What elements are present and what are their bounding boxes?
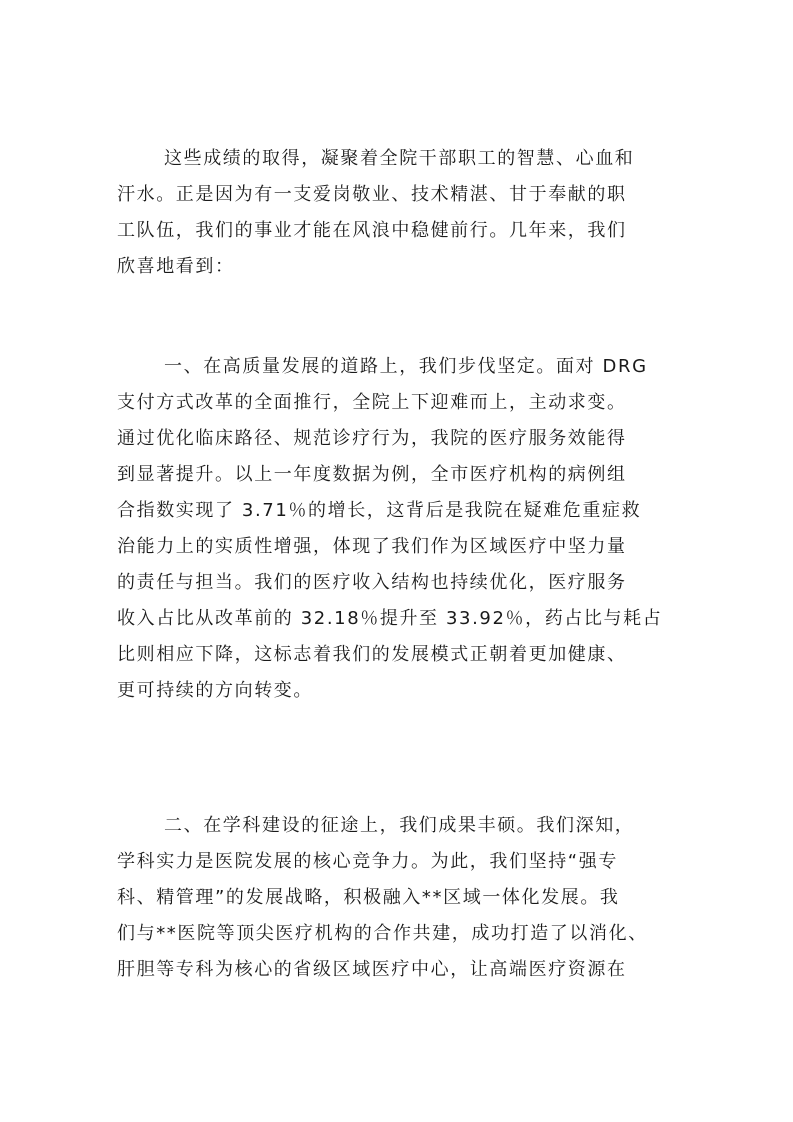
- text-line: 合指数实现了 3.71％的增长，这背后是我院在疑难危重症救: [117, 500, 642, 521]
- text-line: 科、精管理”的发展战略，积极融入**区域一体化发展。我: [117, 887, 620, 908]
- text-line: 到显著提升。以上一年度数据为例，全市医疗机构的病例组: [117, 464, 627, 485]
- text-line: 比则相应下降，这标志着我们的发展模式正朝着更加健康、: [117, 644, 627, 665]
- text-line: 二、在学科建设的征途上，我们成果丰硕。我们深知，: [164, 815, 635, 836]
- paragraph-high-quality-development: [117, 349, 697, 709]
- text-line: 欣喜地看到：: [117, 256, 235, 277]
- text-line: 收入占比从改革前的 32.18％提升至 33.92％，药占比与耗占: [117, 608, 663, 629]
- paragraph-achievements: [117, 141, 697, 285]
- text-line: 的责任与担当。我们的医疗收入结构也持续优化，医疗服务: [117, 572, 627, 593]
- text-line: 一、在高质量发展的道路上，我们步伐坚定。面对 DRG: [164, 356, 648, 377]
- text-line: 支付方式改革的全面推行，全院上下迎难而上，主动求变。: [117, 392, 627, 413]
- text-line: 这些成绩的取得，凝聚着全院干部职工的智慧、心血和: [164, 148, 635, 169]
- text-line: 通过优化临床路径、规范诊疗行为，我院的医疗服务效能得: [117, 428, 627, 449]
- text-line: 工队伍，我们的事业才能在风浪中稳健前行。几年来，我们: [117, 220, 627, 241]
- text-line: 治能力上的实质性增强，体现了我们作为区域医疗中坚力量: [117, 536, 627, 557]
- text-line: 肝胆等专科为核心的省级区域医疗中心，让高端医疗资源在: [117, 959, 627, 980]
- text-line: 更可持续的方向转变。: [117, 680, 313, 701]
- paragraph-discipline-construction: [117, 808, 697, 988]
- text-line: 汗水。正是因为有一支爱岗敬业、技术精湛、甘于奉献的职: [117, 184, 627, 205]
- text-line: 学科实力是医院发展的核心竞争力。为此，我们坚持“强专: [117, 851, 618, 872]
- text-line: 们与**医院等顶尖医疗机构的合作共建，成功打造了以消化、: [117, 923, 648, 944]
